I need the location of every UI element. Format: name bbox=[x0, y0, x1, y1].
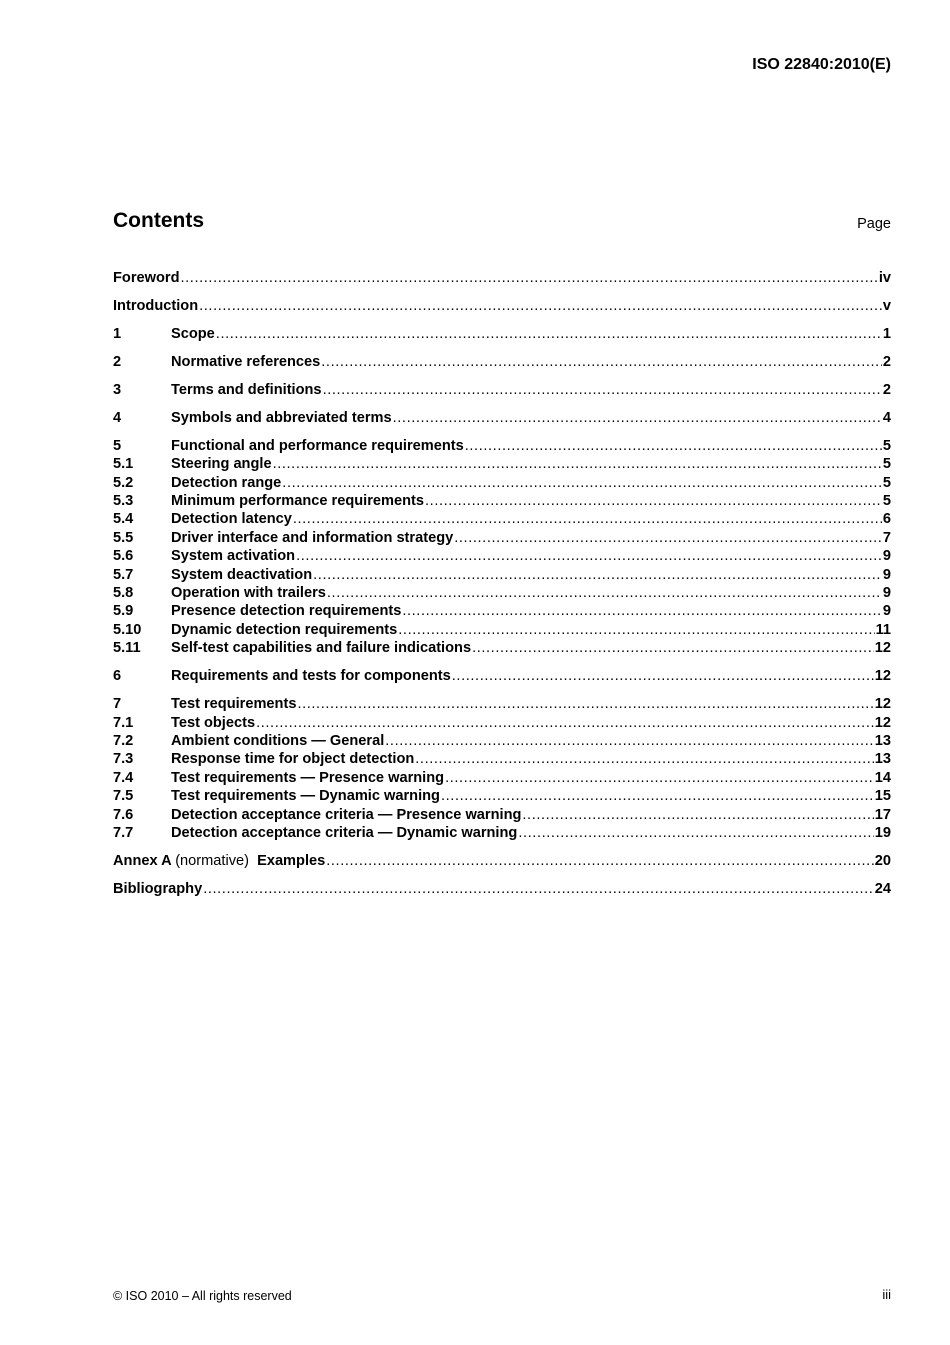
toc-entry-page: 20 bbox=[874, 852, 891, 869]
toc-leader-dots bbox=[472, 639, 874, 657]
toc-leader-dots bbox=[441, 787, 874, 805]
toc-entry-5-10[interactable] bbox=[113, 621, 891, 639]
toc-leader-dots bbox=[445, 769, 874, 787]
toc-leader-dots bbox=[425, 492, 882, 510]
toc-entry-page: 5 bbox=[882, 493, 891, 510]
toc-entry-number: 7 bbox=[113, 696, 122, 713]
toc-leader-dots bbox=[199, 297, 882, 315]
toc-entry-title: Functional and performance requirements bbox=[171, 437, 464, 454]
toc-leader-dots bbox=[282, 474, 882, 492]
toc-entry-7-5[interactable] bbox=[113, 787, 891, 805]
toc-entry-7-7[interactable] bbox=[113, 824, 891, 842]
toc-leader-dots bbox=[216, 325, 882, 343]
toc-entry-title: Normative references bbox=[171, 353, 321, 370]
toc-entry-number: 5 bbox=[113, 437, 122, 454]
toc-entry-number: 6 bbox=[113, 668, 122, 685]
toc-entry-page: 7 bbox=[882, 529, 891, 546]
toc-leader-dots bbox=[522, 806, 873, 824]
toc-entry-5-11[interactable] bbox=[113, 639, 891, 657]
toc-entry-title: Terms and definitions bbox=[171, 381, 322, 398]
toc-entry-6[interactable] bbox=[113, 667, 891, 685]
toc-entry-page: 19 bbox=[874, 824, 891, 841]
toc-entry-number: 3 bbox=[113, 381, 122, 398]
page-column-label: Page bbox=[857, 216, 891, 232]
toc-entry-number: 7.2 bbox=[113, 732, 134, 749]
toc-leader-dots bbox=[180, 269, 877, 287]
toc-entry-7-1[interactable] bbox=[113, 714, 891, 732]
toc-entry-7-4[interactable] bbox=[113, 769, 891, 787]
toc-entry-title: Self-test capabilities and failure indications bbox=[171, 640, 472, 657]
toc-leader-dots bbox=[398, 621, 874, 639]
toc-entry-7-3[interactable] bbox=[113, 750, 891, 768]
toc-entry-number: 7.1 bbox=[113, 714, 134, 731]
toc-entry-number: 2 bbox=[113, 353, 122, 370]
toc-leader-dots bbox=[203, 880, 874, 898]
toc-leader-dots bbox=[402, 602, 882, 620]
toc-entry-5-2[interactable] bbox=[113, 474, 891, 492]
toc-entry-3[interactable] bbox=[113, 381, 891, 399]
copyright-notice: © ISO 2010 – All rights reserved bbox=[113, 1289, 292, 1303]
toc-entry-page: 2 bbox=[882, 353, 891, 370]
toc-entry-title: Steering angle bbox=[171, 456, 272, 473]
toc-leader-dots bbox=[273, 455, 882, 473]
toc-leader-dots bbox=[321, 353, 882, 371]
toc-entry-number: 1 bbox=[113, 325, 122, 342]
toc-entry-page: 17 bbox=[874, 806, 891, 823]
toc-entry-title: Test requirements — Dynamic warning bbox=[171, 788, 440, 805]
toc-entry-number: 7.7 bbox=[113, 824, 134, 841]
table-of-contents bbox=[113, 269, 891, 898]
toc-entry-page: 9 bbox=[882, 603, 891, 620]
toc-entry-page: 6 bbox=[882, 511, 891, 528]
toc-leader-dots bbox=[323, 381, 882, 399]
toc-entry-page: 1 bbox=[882, 325, 891, 342]
toc-leader-dots bbox=[293, 510, 882, 528]
toc-entry-1[interactable] bbox=[113, 325, 891, 343]
annex-title: Examples bbox=[257, 852, 326, 869]
toc-entry-page: 12 bbox=[874, 668, 891, 685]
toc-entry-7-2[interactable] bbox=[113, 732, 891, 750]
toc-entry-page: v bbox=[882, 297, 891, 314]
toc-entry-title: Response time for object detection bbox=[171, 751, 415, 768]
toc-entry-5-6[interactable] bbox=[113, 547, 891, 565]
toc-entry-number: 4 bbox=[113, 409, 122, 426]
toc-entry-7[interactable] bbox=[113, 695, 891, 713]
toc-entry-title: Test requirements — Presence warning bbox=[171, 769, 445, 786]
toc-entry-page: 5 bbox=[882, 437, 891, 454]
toc-entry-page: 5 bbox=[882, 474, 891, 491]
toc-entry-number: 5.4 bbox=[113, 511, 134, 528]
toc-entry-introduction[interactable] bbox=[113, 297, 891, 315]
toc-entry-title: Ambient conditions — General bbox=[171, 732, 385, 749]
toc-entry-number: 5.3 bbox=[113, 493, 134, 510]
toc-entry-5-8[interactable] bbox=[113, 584, 891, 602]
toc-entry-page: 12 bbox=[874, 640, 891, 657]
toc-leader-dots bbox=[297, 695, 873, 713]
toc-leader-dots bbox=[313, 566, 882, 584]
toc-entry-title: Driver interface and information strategy bbox=[171, 529, 454, 546]
toc-entry-title: Bibliography bbox=[113, 880, 203, 897]
toc-entry-number: 5.7 bbox=[113, 566, 134, 583]
toc-entry-5-1[interactable] bbox=[113, 455, 891, 473]
toc-entry-page: 2 bbox=[882, 381, 891, 398]
toc-annex-title bbox=[113, 852, 326, 870]
toc-entry-title: Scope bbox=[171, 325, 215, 342]
toc-entry-title: Test requirements bbox=[171, 696, 297, 713]
toc-entry-5-7[interactable] bbox=[113, 566, 891, 584]
toc-entry-title: Symbols and abbreviated terms bbox=[171, 409, 392, 426]
toc-entry-number: 5.1 bbox=[113, 456, 134, 473]
document-id: ISO 22840:2010(E) bbox=[752, 56, 891, 73]
toc-leader-dots bbox=[454, 529, 882, 547]
toc-entry-title: Detection range bbox=[171, 474, 282, 491]
toc-leader-dots bbox=[327, 584, 882, 602]
toc-entry-number: 7.4 bbox=[113, 769, 134, 786]
toc-entry-number: 5.5 bbox=[113, 529, 134, 546]
toc-entry-number: 5.10 bbox=[113, 621, 142, 638]
toc-entry-page: 5 bbox=[882, 456, 891, 473]
toc-entry-page: 13 bbox=[874, 732, 891, 749]
toc-entry-page: 24 bbox=[874, 880, 891, 897]
toc-entry-title: Minimum performance requirements bbox=[171, 493, 425, 510]
toc-entry-5-3[interactable] bbox=[113, 492, 891, 510]
toc-entry-7-6[interactable] bbox=[113, 806, 891, 824]
toc-leader-dots bbox=[415, 750, 873, 768]
toc-entry-page: 9 bbox=[882, 548, 891, 565]
toc-entry-page: 9 bbox=[882, 566, 891, 583]
toc-entry-title: System deactivation bbox=[171, 566, 313, 583]
toc-entry-number: 7.5 bbox=[113, 788, 134, 805]
annex-label: Annex A bbox=[113, 852, 172, 869]
toc-leader-dots bbox=[326, 852, 874, 870]
toc-leader-dots bbox=[296, 547, 882, 565]
toc-entry-title: Operation with trailers bbox=[171, 585, 326, 602]
toc-entry-5[interactable] bbox=[113, 437, 891, 455]
toc-entry-page: 14 bbox=[874, 769, 891, 786]
toc-entry-title: Requirements and tests for components bbox=[171, 668, 451, 685]
toc-leader-dots bbox=[385, 732, 874, 750]
toc-entry-2[interactable] bbox=[113, 353, 891, 371]
toc-entry-title: System activation bbox=[171, 548, 296, 565]
toc-entry-page: 9 bbox=[882, 585, 891, 602]
toc-entry-5-4[interactable] bbox=[113, 510, 891, 528]
toc-entry-page: 12 bbox=[874, 696, 891, 713]
toc-entry-page: 4 bbox=[882, 409, 891, 426]
toc-leader-dots bbox=[518, 824, 873, 842]
toc-entry-title: Introduction bbox=[113, 297, 199, 314]
toc-entry-title: Detection latency bbox=[171, 511, 292, 528]
toc-entry-foreword[interactable] bbox=[113, 269, 891, 287]
toc-entry-page: 13 bbox=[874, 751, 891, 768]
toc-leader-dots bbox=[393, 409, 882, 427]
toc-entry-4[interactable] bbox=[113, 409, 891, 427]
toc-entry-number: 5.9 bbox=[113, 603, 134, 620]
toc-entry-number: 7.6 bbox=[113, 806, 134, 823]
toc-entry-number: 5.2 bbox=[113, 474, 134, 491]
toc-entry-title: Test objects bbox=[171, 714, 256, 731]
toc-entry-page: 12 bbox=[874, 714, 891, 731]
page-number: iii bbox=[882, 1287, 891, 1302]
toc-entry-title: Detection acceptance criteria — Dynamic warning bbox=[171, 824, 518, 841]
toc-entry-annex-a[interactable] bbox=[113, 852, 891, 870]
toc-entry-5-9[interactable] bbox=[113, 602, 891, 620]
annex-qualifier: (normative) bbox=[175, 852, 249, 869]
toc-entry-title: Detection acceptance criteria — Presence warning bbox=[171, 806, 522, 823]
toc-entry-number: 5.6 bbox=[113, 548, 134, 565]
toc-leader-dots bbox=[452, 667, 874, 685]
toc-entry-bibliography[interactable] bbox=[113, 880, 891, 898]
toc-entry-page: 11 bbox=[875, 621, 891, 638]
toc-leader-dots bbox=[256, 714, 874, 732]
toc-entry-5-5[interactable] bbox=[113, 529, 891, 547]
toc-entry-page: 15 bbox=[874, 788, 891, 805]
toc-entry-title: Foreword bbox=[113, 270, 180, 286]
toc-entry-page: iv bbox=[878, 270, 891, 286]
toc-entry-number: 7.3 bbox=[113, 751, 134, 768]
toc-entry-title: Presence detection requirements bbox=[171, 603, 402, 620]
contents-heading: Contents bbox=[113, 209, 204, 232]
toc-entry-number: 5.8 bbox=[113, 585, 134, 602]
toc-entry-title: Dynamic detection requirements bbox=[171, 621, 398, 638]
toc-leader-dots bbox=[465, 437, 882, 455]
toc-entry-number: 5.11 bbox=[113, 640, 141, 657]
